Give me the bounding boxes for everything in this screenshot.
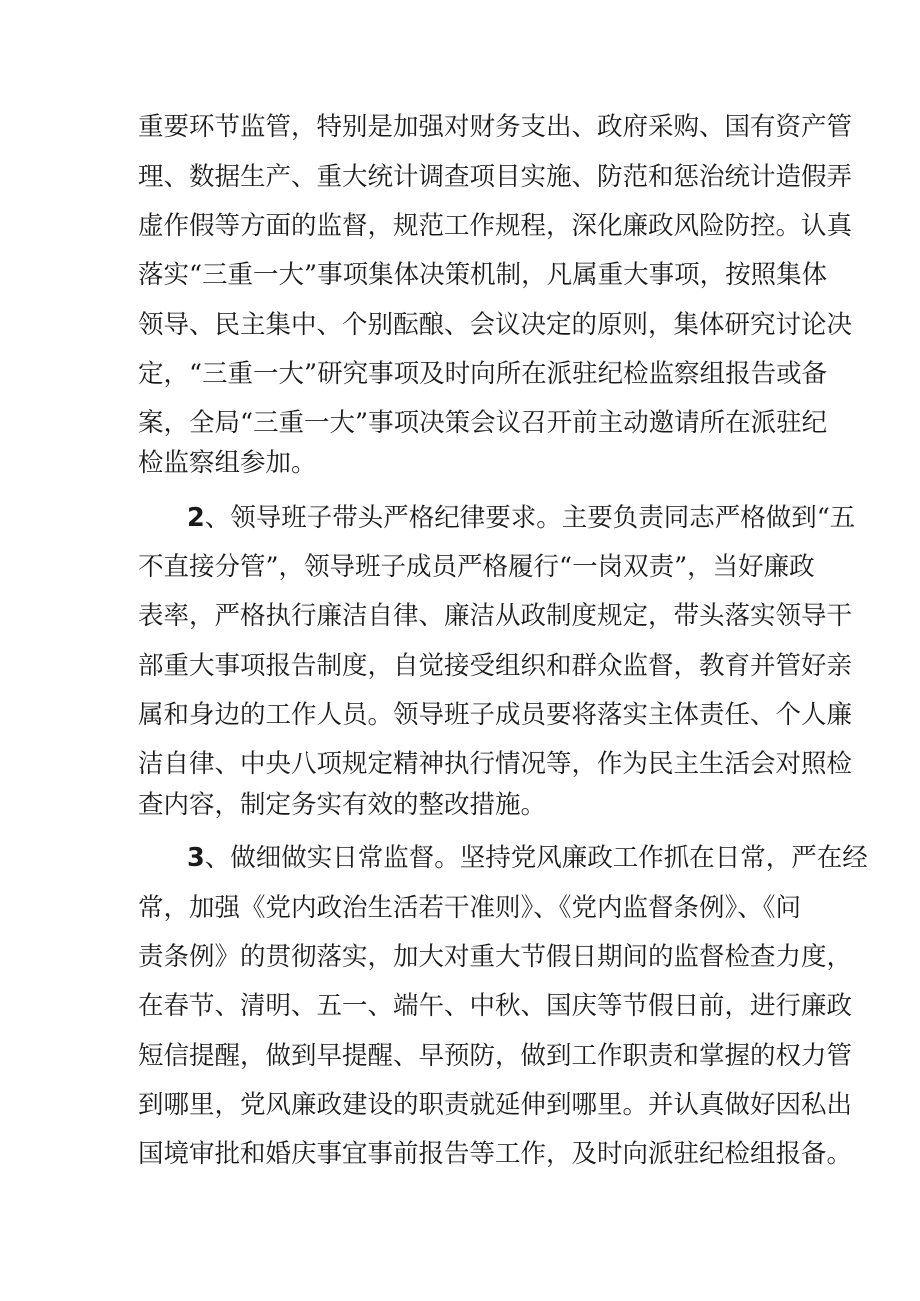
paragraph-1-line-4: 落实“三重一大”事项集体决策机制，凡属重大事项，按照集体 bbox=[138, 260, 828, 290]
paragraph-2-line-4: 部重大事项报告制度，自觉接受组织和群众监督，教育并管好亲 bbox=[138, 651, 853, 681]
paragraph-3-line-7: 国境审批和婚庆事宜事前报告等工作，及时向派驻纪检组报备。 bbox=[138, 1139, 853, 1169]
paragraph-3-line-5: 短信提醒，做到早提醒、早预防，做到工作职责和掌握的权力管 bbox=[138, 1041, 853, 1071]
paragraph-3-line-4: 在春节、清明、五一、端午、中秋、国庆等节假日前，进行廉政 bbox=[138, 991, 853, 1021]
paragraph-2-line-6: 洁自律、中央八项规定精神执行情况等，作为民主生活会对照检 bbox=[138, 749, 853, 779]
paragraph-3-line-3: 责条例》的贯彻落实，加大对重大节假日期间的监督检查力度， bbox=[138, 942, 853, 972]
paragraph-2-number: 2 bbox=[187, 503, 205, 533]
paragraph-2-line-5: 属和身边的工作人员。领导班子成员要将落实主体责任、个人廉 bbox=[138, 700, 853, 730]
paragraph-1-line-8: 检监察组参加。 bbox=[138, 448, 317, 478]
paragraph-3-line-1-text: 、做细做实日常监督。坚持党风廉政工作抓在日常，严在经 bbox=[204, 843, 868, 873]
paragraph-1-line-6: 定，“三重一大”研究事项及时向所在派驻纪检监察组报告或备 bbox=[138, 359, 828, 389]
paragraph-1-line-7: 案，全局“三重一大”事项决策会议召开前主动邀请所在派驻纪 bbox=[138, 408, 828, 438]
paragraph-3-line-6: 到哪里，党风廉政建设的职责就延伸到哪里。并认真做好因私出 bbox=[138, 1090, 853, 1120]
paragraph-2-line-2: 不直接分管”，领导班子成员严格履行“一岗双责”，当好廉政 bbox=[138, 552, 815, 582]
paragraph-3-number: 3 bbox=[187, 843, 205, 873]
paragraph-1-line-3: 虚作假等方面的监督，规范工作规程，深化廉政风险防控。认真 bbox=[138, 211, 853, 241]
paragraph-2-line-1-text: 、领导班子带头严格纪律要求。主要负责同志严格做到“五 bbox=[204, 503, 856, 533]
paragraph-2-line-1 bbox=[187, 498, 856, 538]
paragraph-3-line-1 bbox=[187, 838, 868, 878]
paragraph-2-line-7: 查内容，制定务实有效的整改措施。 bbox=[138, 790, 547, 820]
paragraph-1-line-5: 领导、民主集中、个别酝酿、会议决定的原则，集体研究讨论决 bbox=[138, 310, 853, 340]
paragraph-2-line-3: 表率，严格执行廉洁自律、廉洁从政制度规定，带头落实领导干 bbox=[138, 601, 853, 631]
paragraph-1-line-2: 理、数据生产、重大统计调查项目实施、防范和惩治统计造假弄 bbox=[138, 162, 853, 192]
paragraph-3-line-2: 常，加强《党内政治生活若干准则》、《党内监督条例》、《问 bbox=[138, 893, 802, 923]
paragraph-1-line-1: 重要环节监管，特别是加强对财务支出、政府采购、国有资产管 bbox=[138, 112, 853, 142]
